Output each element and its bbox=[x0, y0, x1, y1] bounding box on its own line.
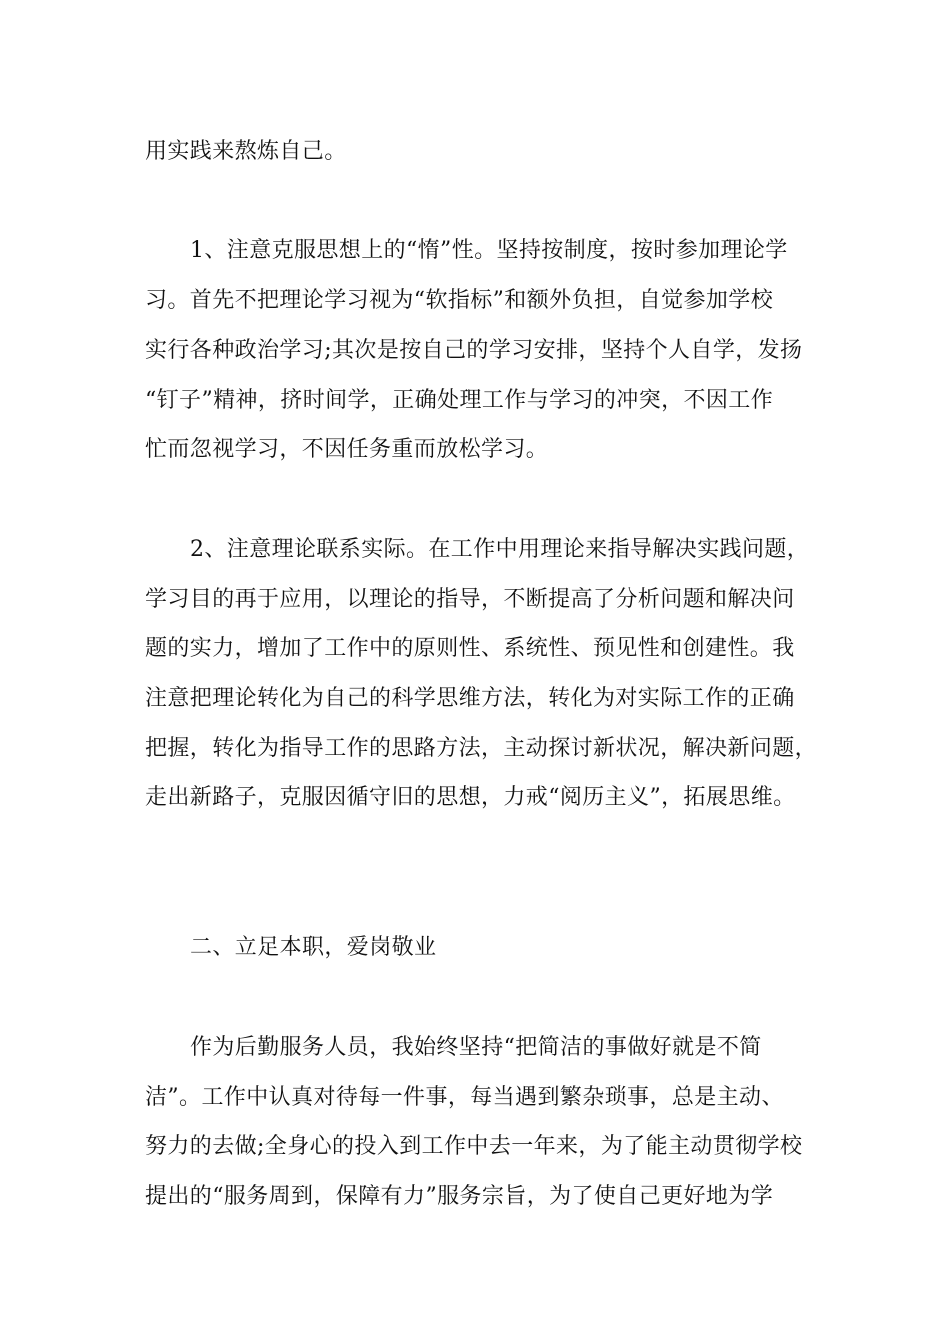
section-heading: 二、立足本职，爱岗敬业 bbox=[190, 935, 437, 960]
text-line-17: 提出的“服务周到，保障有力”服务宗旨，为了使自己更好地为学 bbox=[145, 1184, 774, 1209]
text-line-6: 忙而忽视学习，不因任务重而放松学习。 bbox=[145, 437, 549, 462]
text-line-14: 作为后勤服务人员，我始终坚持“把简洁的事做好就是不简 bbox=[190, 1035, 762, 1060]
text-line-12: 走出新路子，克服因循守旧的思想，力戒“阅历主义”，拓展思维。 bbox=[145, 785, 796, 810]
text-line-10: 注意把理论转化为自己的科学思维方法，转化为对实际工作的正确 bbox=[145, 686, 795, 711]
text-line-4: 实行各种政治学习;其次是按自己的学习安排，坚持个人自学，发扬 bbox=[145, 338, 803, 363]
text-line-16: 努力的去做;全身心的投入到工作中去一年来，为了能主动贯彻学校 bbox=[145, 1134, 803, 1159]
text-line-7: 2、注意理论联系实际。在工作中用理论来指导解决实践问题， bbox=[190, 537, 810, 562]
text-line-1: 用实践来熬炼自己。 bbox=[145, 139, 347, 164]
text-line-9: 题的实力，增加了工作中的原则性、系统性、预见性和创建性。我 bbox=[145, 636, 795, 661]
text-line-3: 习。首先不把理论学习视为“软指标”和额外负担，自觉参加学校 bbox=[145, 288, 774, 313]
text-line-2: 1、注意克服思想上的“惰”性。坚持按制度，按时参加理论学 bbox=[190, 238, 788, 263]
text-line-11: 把握，转化为指导工作的思路方法，主动探讨新状况，解决新问题， bbox=[145, 736, 818, 761]
text-line-8: 学习目的再于应用，以理论的指导，不断提高了分析问题和解决问 bbox=[145, 587, 795, 612]
text-line-15: 洁”。工作中认真对待每一件事，每当遇到繁杂琐事，总是主动、 bbox=[145, 1085, 784, 1110]
text-line-5: “钉子”精神，挤时间学，正确处理工作与学习的冲突，不因工作 bbox=[145, 388, 774, 413]
